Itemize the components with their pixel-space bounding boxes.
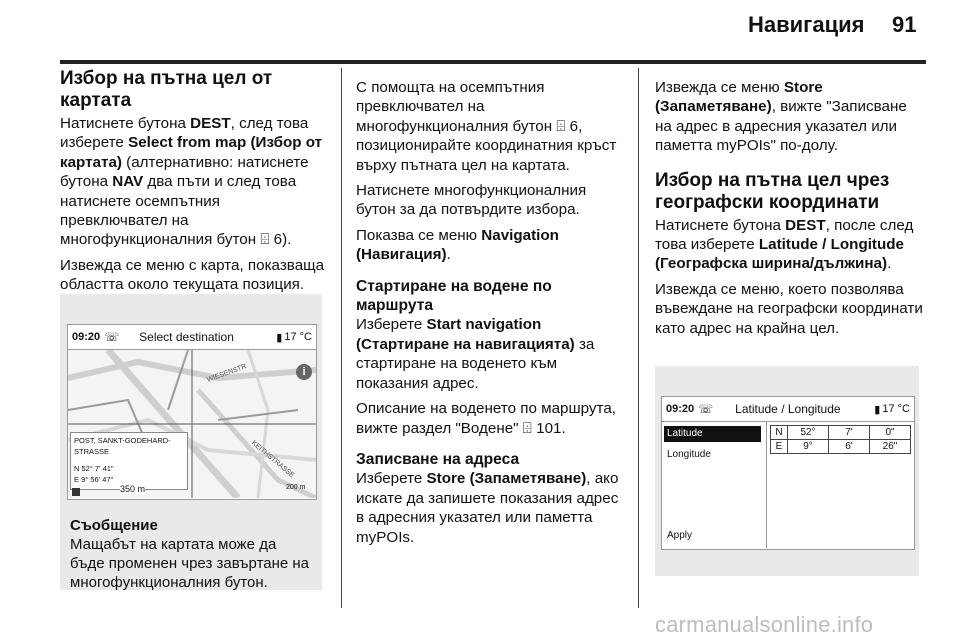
phone-icon: ☏	[104, 330, 120, 344]
paragraph-store-menu: Извежда се меню Store (Запаметяване), вижте "Записване на адрес в адресния указател или паметта myPOIs" по-долу.	[655, 79, 907, 155]
section-heading-map: Избор на пътна цел от картата	[60, 68, 273, 111]
column-divider	[341, 68, 342, 608]
coord-menu	[662, 422, 767, 548]
info-icon[interactable]: i	[296, 364, 312, 380]
status-bar	[68, 325, 316, 350]
table-row	[771, 440, 911, 454]
section-heading-coordinates: Избор на пътна цел чрез географски координати	[655, 169, 890, 213]
second-cell[interactable]: 0"	[870, 426, 911, 440]
column-3	[655, 78, 927, 344]
paragraph-navigation-menu: Показва се меню Navigation (Навигация).	[356, 226, 559, 264]
menu-item-longitude[interactable]: Longitude	[667, 449, 711, 460]
page-number: 91	[892, 12, 917, 37]
note-title: Съобщение	[70, 517, 158, 534]
map-scale-small: 200 m	[286, 484, 306, 491]
longitude-value: E 9° 56' 47"	[74, 475, 114, 484]
clock: 09:20	[72, 331, 101, 343]
hemisphere-cell[interactable]: E	[771, 440, 788, 454]
paragraph-latlon-select: Натиснете бутона DEST, после след това изберете Latitude / Longitude (Географска ширина/дължина).	[655, 216, 914, 273]
paragraph-store: Изберете Store (Запаметяване), ако искате да запишете показания адрес в адресния указател или паметта myPOIs.	[356, 470, 619, 546]
clock: 09:20	[666, 403, 695, 415]
header-rule	[60, 60, 926, 64]
temperature-icon: ▮	[276, 331, 283, 344]
street-label: WIESENSTR	[206, 363, 248, 384]
degree-cell[interactable]: 9°	[788, 440, 829, 454]
hemisphere-cell[interactable]: N	[771, 426, 788, 440]
menu-item-latitude[interactable]: Latitude	[664, 426, 761, 442]
map-screenshot	[60, 294, 322, 504]
second-cell[interactable]: 26"	[870, 440, 911, 454]
phone-icon: ☏	[698, 402, 714, 416]
street-label: KEITHSTRASSE	[249, 439, 296, 480]
coordinates-screen	[661, 396, 915, 550]
paragraph-select-from-map: Натиснете бутона DEST, след това изберете Select from map (Избор от картата) (алтернативно: натиснете бутона NAV два пъти и след това натиснете осемпътния превключвател на многофункционалния бутон ⌹ 6).	[60, 115, 323, 249]
latitude-value: N 52° 7' 41"	[74, 464, 114, 473]
temperature-icon: ▮	[874, 403, 881, 416]
location-info-box	[70, 432, 188, 490]
map-scale: 350 m	[120, 484, 146, 494]
paragraph-map-menu: Извежда се меню с карта, показваща областта около текущата позиция.	[60, 256, 325, 294]
temperature: 17 °C	[882, 403, 910, 415]
subheading-save-address: Записване на адреса	[356, 450, 520, 468]
note-box	[60, 504, 322, 590]
paragraph-confirm: Натиснете многофункционалния бутон за да потвърдите избора.	[356, 182, 587, 219]
paragraph-guidance-description: Описание на воденето по маршрута, вижте раздел "Водене" ⌹ 101.	[356, 400, 616, 437]
column-divider	[638, 68, 639, 608]
degree-cell[interactable]: 52°	[788, 426, 829, 440]
address-line: POST, SANKT-GODEHARD-STRASSE	[74, 436, 171, 456]
column-1	[60, 68, 330, 301]
minute-cell[interactable]: 6'	[829, 440, 870, 454]
coordinate-table	[770, 425, 911, 454]
column-2	[356, 78, 626, 553]
screen-title: Latitude / Longitude	[735, 402, 841, 416]
minute-cell[interactable]: 7'	[829, 426, 870, 440]
screen-title: Select destination	[139, 330, 234, 344]
paragraph-start-navigation: Изберете Start navigation (Стартиране на навигацията) за стартиране на воденето към показания адрес.	[356, 316, 595, 392]
subheading-start-guidance: Стартиране на водене по маршрута	[356, 277, 552, 315]
map-view[interactable]	[68, 350, 316, 498]
map-mode-icon	[72, 488, 80, 496]
note-text: Мащабът на картата може да бъде променен чрез завъртане на многофункционалния бутон.	[70, 536, 310, 591]
watermark: carmanualsonline.info	[655, 612, 874, 637]
menu-item-apply[interactable]: Apply	[667, 530, 693, 541]
table-row	[771, 426, 911, 440]
temperature: 17 °C	[284, 331, 312, 343]
page-header-title: Навигация	[748, 12, 865, 37]
nav-screen	[67, 324, 317, 500]
paragraph-coord-menu: Извежда се меню, което позволява въвеждане на географски координати като адрес на крайна цел.	[655, 280, 923, 337]
coordinates-screenshot	[655, 366, 919, 576]
status-bar	[662, 397, 914, 422]
paragraph-crosshair: С помощта на осемпътния превключвател на многофункционалния бутон ⌹ 6, позиционирайте координатния кръст върху пътната цел на картата.	[356, 79, 617, 174]
